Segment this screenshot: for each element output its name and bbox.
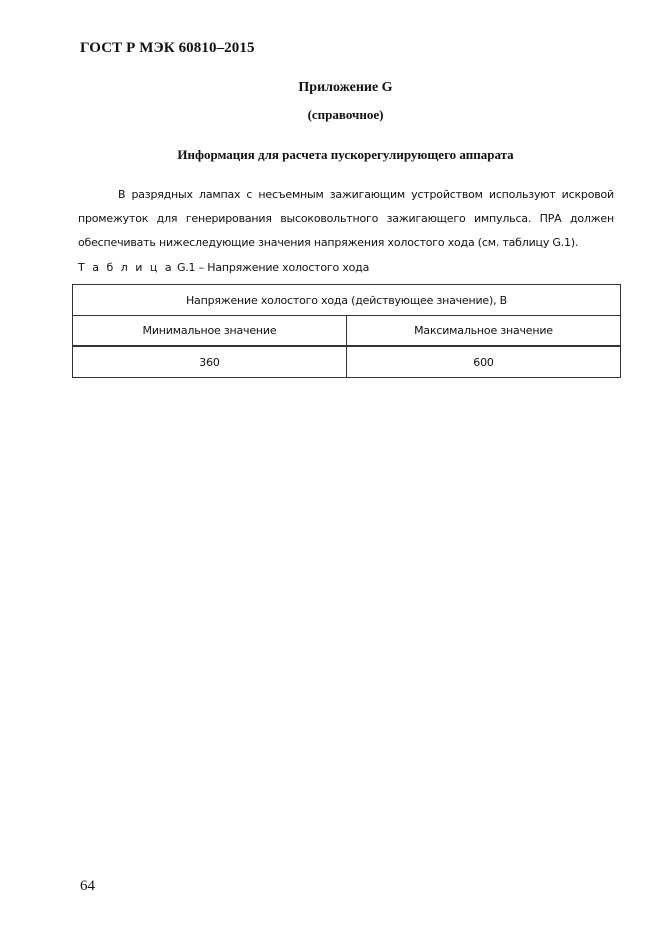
table-caption-text: G.1 – Напряжение холостого хода: [176, 261, 370, 274]
appendix-title: Приложение G: [298, 80, 393, 95]
document-code: ГОСТ Р МЭК 60810–2015: [80, 40, 255, 56]
body-paragraph: В разрядных лампах с несъемным зажигающим устройством используют искровой промежуток для генерирования высоковольтного зажигающего импульса. ПРА должен обеспечивать нижеследующие значения напряжения холостого хода (см. таблицу G.1).: [78, 188, 614, 249]
table-row: [73, 346, 621, 378]
column-header-min: Минимальное значение: [73, 316, 347, 347]
table-main-header: Напряжение холостого хода (действующее значение), В: [73, 285, 621, 316]
column-header-max: Максимальное значение: [347, 316, 621, 347]
table-subheader-row: [73, 316, 621, 347]
voltage-table: [72, 284, 621, 378]
section-heading: Информация для расчета пускорегулирующего аппарата: [177, 147, 514, 162]
appendix-subtitle: (справочное): [307, 107, 384, 122]
cell-max-value: 600: [347, 346, 621, 378]
table-header-row: [73, 285, 621, 316]
table-caption: [78, 261, 369, 274]
page-number: 64: [80, 878, 95, 894]
table-caption-label: Т а б л и ц а: [78, 261, 174, 274]
cell-min-value: 360: [73, 346, 347, 378]
